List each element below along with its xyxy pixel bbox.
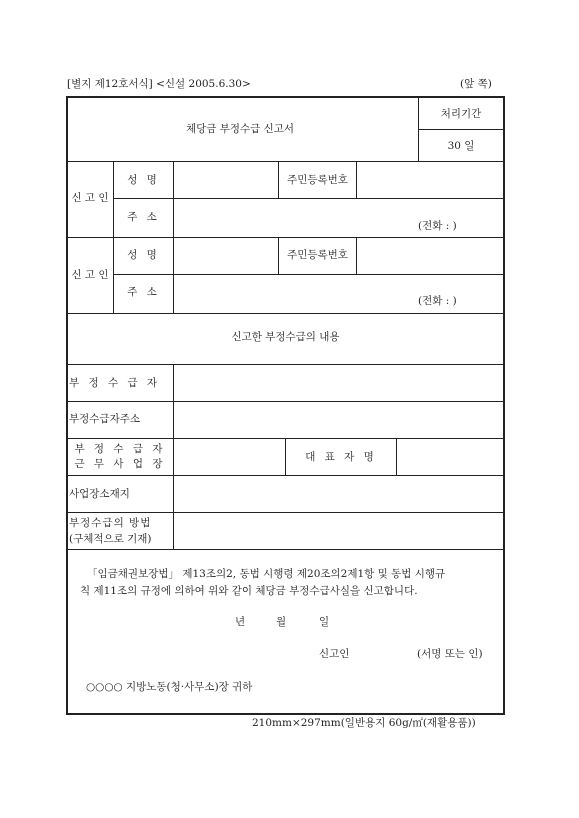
signature-note: (서명 또는 인): [417, 648, 483, 660]
reporter-1-resident-id-field[interactable]: [361, 175, 499, 189]
processing-period-value: 30 일: [447, 140, 475, 152]
col-line: [356, 237, 357, 274]
representative-label: 대 표 자 명: [305, 451, 377, 463]
col-line: [173, 161, 174, 237]
date-year: 년: [235, 616, 246, 628]
period-divider: [418, 129, 504, 130]
workplace-label-line2: 근 무 사 업 장: [74, 458, 166, 470]
reporter-2-phone-label: (전화 : ): [418, 295, 457, 307]
reporter-1-phone-label: (전화 : ): [418, 220, 457, 232]
content-section-title: 신고한 부정수급의 내용: [231, 331, 340, 343]
frame-top: [66, 96, 505, 98]
reporter-1-address-label: 주 소: [127, 211, 160, 223]
row-line: [67, 512, 504, 513]
row-line: [113, 198, 504, 199]
method-label-line1: 부정수급의 방법: [69, 517, 152, 529]
workplace-label-line1: 부 정 수 급 자: [74, 443, 166, 455]
date-day: 일: [319, 616, 330, 628]
col-line: [396, 438, 397, 475]
reporter-2-resident-id-field[interactable]: [361, 250, 499, 264]
paper-spec: 210mm×297mm(일반용지 60g/㎡(재활용품)): [252, 717, 476, 729]
page-side-label: (앞 쪽): [460, 78, 492, 90]
reporter-1-resident-id-label: 주민등록번호: [287, 174, 348, 186]
frame-right: [503, 96, 505, 715]
row-line: [67, 237, 504, 238]
col-line: [173, 237, 174, 313]
signer-label: 신고인: [319, 648, 350, 660]
row-line: [67, 161, 504, 162]
recipient-field[interactable]: [178, 372, 498, 396]
col-line: [113, 237, 114, 313]
reporter-2-name-field[interactable]: [178, 250, 274, 264]
col-line: [173, 364, 174, 550]
business-location-label: 사업장소재지: [69, 488, 130, 500]
processing-period-label: 처리기간: [440, 108, 482, 120]
reporter-2-address-label: 주 소: [127, 286, 160, 298]
row-line: [67, 364, 504, 365]
method-field[interactable]: [178, 519, 498, 543]
frame-left: [66, 96, 68, 715]
reporter-1-name-label: 성 명: [127, 174, 160, 186]
row-line: [67, 549, 504, 550]
recipient-address-label: 부정수급자주소: [69, 413, 141, 425]
method-label-line2: (구체적으로 기재): [69, 533, 152, 545]
reporter-2-name-label: 성 명: [127, 249, 160, 261]
reporter-1-name-field[interactable]: [178, 175, 274, 189]
reporter-1-address-field[interactable]: [178, 206, 408, 220]
row-line: [113, 274, 504, 275]
addressee: ○○○○ 지방노동(청·사무소)장 귀하: [86, 681, 253, 693]
row-line: [67, 401, 504, 402]
declaration-line-1: 「임금채권보장법」 제13조의2, 동법 시행령 제20조의2제1항 및 동법 시행규: [87, 568, 446, 580]
frame-bottom: [66, 713, 505, 715]
reporter-2-address-field[interactable]: [178, 282, 408, 296]
row-line: [67, 313, 504, 314]
col-line: [356, 161, 357, 198]
row-line: [67, 475, 504, 476]
recipient-label: 부 정 수 급 자: [69, 377, 161, 389]
reporter-1-section-label: 신 고 인: [71, 192, 109, 204]
recipient-address-field[interactable]: [178, 408, 498, 432]
business-location-field[interactable]: [178, 482, 498, 506]
declaration-line-2: 칙 제11조의 규정에 의하여 위와 같이 체당금 부정수급사실을 신고합니다.: [80, 585, 418, 597]
workplace-field[interactable]: [178, 446, 280, 470]
representative-field[interactable]: [400, 446, 498, 470]
col-line: [113, 161, 114, 237]
date-month: 월: [276, 616, 287, 628]
reporter-2-section-label: 신 고 인: [71, 269, 109, 281]
reporter-2-resident-id-label: 주민등록번호: [287, 249, 348, 261]
form-number-label: [별지 제12호서식] <신설 2005.6.30>: [67, 78, 251, 90]
form-title: 체당금 부정수급 신고서: [185, 123, 295, 135]
